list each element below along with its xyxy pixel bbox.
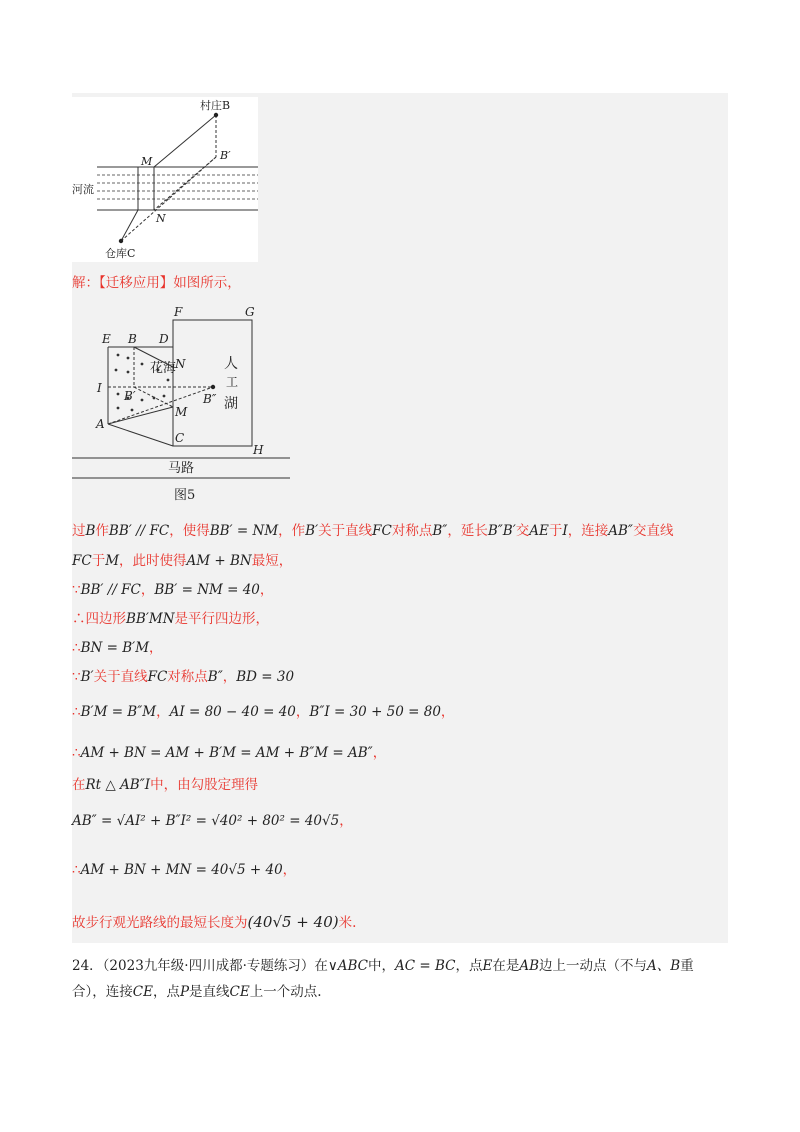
segment-MB bbox=[154, 115, 216, 167]
solution-line-11: ∴AM + BN + MN = 40√5 + 40， bbox=[72, 862, 297, 878]
solution-line-4: ∴四边形BB′MN是平行四边形， bbox=[72, 611, 270, 627]
point-Bpp bbox=[211, 385, 215, 389]
label-flower-sea: 花海 bbox=[150, 361, 177, 376]
label-warehouse: 仓库C bbox=[105, 247, 136, 260]
label-E: E bbox=[102, 332, 111, 346]
label-river: 河流 bbox=[72, 183, 94, 196]
figure-river-svg bbox=[72, 97, 258, 262]
label-B: B bbox=[128, 332, 137, 346]
solution-line-1: 过B作BB′ // FC，使得BB′ = NM，作B′关于直线FC对称点B″，延长B″B′交AE于I，连接AB″交直线 bbox=[72, 523, 674, 539]
solution-line-2: FC于M，此时使得AM + BN最短， bbox=[72, 553, 293, 569]
problem-line-1: 24．（2023九年级·四川成都·专题练习）在∨ABC中，AC = BC，点E在是AB边上一动点（不与A、B重 bbox=[72, 958, 694, 974]
label-N: N bbox=[175, 357, 186, 371]
segment-AM bbox=[108, 407, 173, 424]
point-C bbox=[119, 239, 123, 243]
segment-AC bbox=[108, 424, 173, 446]
label-M: M bbox=[141, 155, 153, 168]
bridge-rect bbox=[138, 167, 154, 210]
solution-line-8: ∴AM + BN = AM + B′M = AM + B″M = AB″， bbox=[72, 745, 387, 761]
solution-line-6: ∵B′关于直线FC对称点B″，BD = 30 bbox=[72, 669, 295, 685]
label-lake-3: 湖 bbox=[224, 396, 238, 412]
label-F: F bbox=[174, 305, 183, 319]
solution-line-10: AB″ = √AI² + B″I² = √40² + 80² = 40√5， bbox=[72, 813, 353, 829]
label-G: G bbox=[245, 305, 255, 319]
solution-line-7: ∴B′M = B″M，AI = 80 − 40 = 40，B″I = 30 + 50 = 80， bbox=[72, 704, 455, 720]
label-road: 马路 bbox=[168, 461, 195, 476]
label-village: 村庄B bbox=[200, 99, 231, 112]
lake-rect bbox=[173, 320, 252, 446]
label-Bpp: B″ bbox=[203, 392, 217, 406]
label-lake-2: 工 bbox=[226, 375, 239, 389]
label-A: A bbox=[96, 417, 105, 431]
label-M: M bbox=[175, 405, 188, 419]
solution-line-3: ∵BB′ // FC，BB′ = NM = 40， bbox=[72, 582, 274, 598]
label-H: H bbox=[253, 443, 264, 457]
segment-BpN bbox=[154, 157, 216, 210]
label-D: D bbox=[159, 332, 169, 346]
label-Bp: B′ bbox=[124, 389, 136, 403]
figure-park-svg bbox=[72, 300, 292, 505]
figure-river-village bbox=[72, 97, 258, 262]
label-I: I bbox=[97, 381, 102, 395]
point-B bbox=[214, 113, 218, 117]
figure-caption: 图5 bbox=[174, 488, 196, 503]
problem-24 bbox=[72, 953, 732, 1005]
solution-intro: 解：【迁移应用】如图所示， bbox=[72, 275, 241, 291]
problem-line-2: 合），连接CE，点P是直线CE上一个动点. bbox=[72, 984, 322, 1000]
label-N: N bbox=[156, 212, 166, 225]
solution-line-12: 故步行观光路线的最短长度为(40√5 + 40)米. bbox=[72, 913, 357, 931]
label-C: C bbox=[175, 431, 185, 445]
segment-NC bbox=[121, 210, 138, 241]
figure-park-lake bbox=[72, 300, 292, 505]
solution-line-9: 在Rt △ AB″I中，由勾股定理得 bbox=[72, 777, 259, 793]
label-Bp: B′ bbox=[220, 149, 231, 162]
solution-line-5: ∴BN = B′M， bbox=[72, 640, 163, 656]
label-lake-1: 人 bbox=[224, 356, 238, 372]
